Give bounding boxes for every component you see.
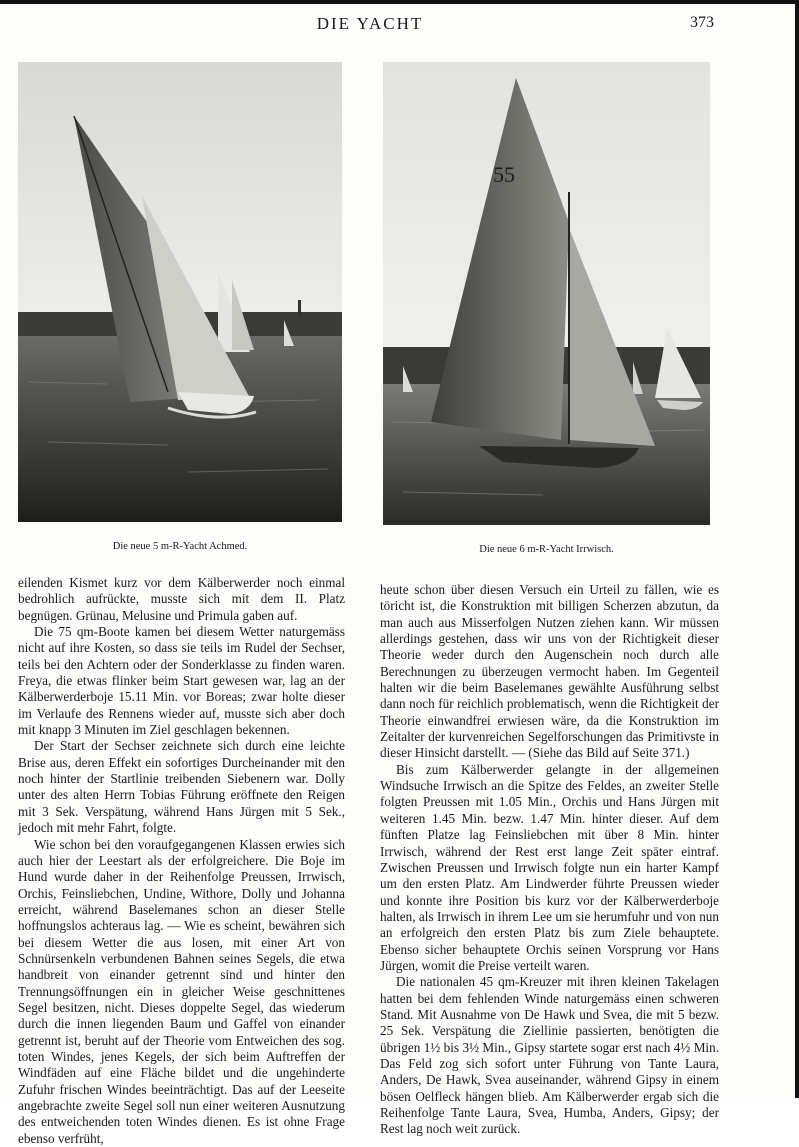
right-paragraph-3: Die nationalen 45 qm-Kreuzer mit ihren kleinen Takelagen hatten bei dem fehlenden Winde naturgemäss einen schweren Stand. Mit Ausnahme von De Hawk und Svea, die mit 5 bezw. 25 Sek. Verspätung die Ziellinie passierten, benötigten die übrigen 1½ bis 3½ Min., Gipsy startete sogar erst nach 4½ Min. Das Feld zog sich sofort unter Führung von Tante Laura, Anders, De Hawk, Svea auseinander, während Gipsy in einem bösen Oelfleck hängen blieb. Am Kälberwerder ergab sich die Reihenfolge Tante Laura, Svea, Humba, Anders, Gipsy; der Rest lag noch weit zurück. <box>380 974 719 1137</box>
photo-irrwisch <box>383 62 710 525</box>
right-text-column <box>380 582 719 1138</box>
left-paragraph-1: eilenden Kismet kurz vor dem Kälberwerder noch einmal bedrohlich aufrückte, musste sich mit dem II. Platz begnügen. Grünau, Melusine und Primula gaben auf. <box>18 575 345 624</box>
sail-number: 55 <box>493 162 515 187</box>
page-number: 373 <box>690 14 714 32</box>
left-paragraph-4: Wie schon bei den voraufgegangenen Klassen erwies sich auch hier der Leestart als der erfolgreichere. Die Boje im Hund wurde daher in der Reihenfolge Preussen, Irrwisch, Orchis, Feinsliebchen, Undine, Withore, Dolly und Johanna erreicht, während Baselemanes schon an dieser Stelle hoffnungslos achteraus lag. — Wie es scheint, bewähren sich bei diesem Wetter die aus losen, mit einer Art von Schnürsenkeln verbundenen Bahnen seines Segels, die etwa handbreit von einander getrennt sind und hinter den Trennungsöffnungen ein in gleicher Weise geschnittenes Segel besitzen, nicht. Dieses doppelte Segel, das wiederum durch die innen liegenden Baum und Gaffel von einander getrennt ist, beruht auf der Theorie vom Entweichen des sog. toten Windes, jenes Kegels, der sich beim Auftreffen der Windfäden auf eine Fläche bildet und die ungehinderte Zufuhr frischen Windes beeinträchtigt. Das auf der Leeseite angebrachte zweite Segel soll nun einer weiteren Ausnutzung des entweichenden toten Windes dienen. Es ist ohne Frage ebenso verfrüht, <box>18 837 345 1147</box>
right-paragraph-2: Bis zum Kälberwerder gelangte in der allgemeinen Windsuche Irrwisch an die Spitze des Feldes, an zweiter Stelle folgten Preussen mit 1.05 Min., Orchis und Hans Jürgen mit weiteren 1.45 Min. bezw. 1.47 Min. hinter dieser. Auf dem fünften Platze lag Feinsliebchen mit über 8 Min. hinter Irrwisch, während der Rest erst lange Zeit später eintraf. Zwischen Preussen und Irrwisch folgte nun ein harter Kampf um den ersten Platz. Am Lindwerder führte Preussen wieder und konnte ihre Position bis kurz vor der Kälberwerderboje halten, als Irrwisch in ihrem Lee um sie herumfuhr und von nun an erfolgreich den ersten Platz bis zum Ziele behauptete. Ebenso sicher behauptete Orchis seinen Vorsprung vor Hans Jürgen, womit die Preise verteilt waren. <box>380 762 719 974</box>
scan-edge-top <box>0 0 799 4</box>
caption-figure-2: Die neue 6 m-R-Yacht Irrwisch. <box>383 544 710 555</box>
left-paragraph-2: Die 75 qm-Boote kamen bei diesem Wetter naturgemäss nicht auf ihre Kosten, so dass sie teils im Rudel der Sechser, teils bei den Achtern oder der Sonderklasse zu finden waren. Freya, die etwas flinker beim Start gewesen war, lag an der Kälberwerderboje 15.11 Min. vor Boreas; zwar holte dieser im Verlaufe des Rennens wieder auf, musste sich aber doch mit knapp 3 Minuten im Ziel geschlagen bekennen. <box>18 624 345 738</box>
caption-figure-1: Die neue 5 m-R-Yacht Achmed. <box>18 541 342 552</box>
right-paragraph-1: heute schon über diesen Versuch ein Urteil zu fällen, wie es töricht ist, die Konstruktion mit billigen Scherzen abzutun, da man auch aus Misserfolgen Nutzen ziehen kann. Wir müssen allerdings gestehen, dass wir uns von der Richtigkeit dieser Theorie weder durch den Augenschein noch durch alle Berechnungen zu überzeugen vermocht haben. Im Gegenteil halten wir die beim Baselemanes gewählte Ausführung selbst dann noch für reichlich problematisch, wenn die Richtigkeit der Theorie einwandfrei erwiesen wäre, da die Konstruktion im Zeitalter der kurvenreichen Segelforschungen das Primitivste in dieser Hinsicht darstellt. — (Siehe das Bild auf Seite 371.) <box>380 582 719 762</box>
running-header-title: DIE YACHT <box>0 14 740 34</box>
left-text-column <box>18 575 345 1147</box>
left-paragraph-3: Der Start der Sechser zeichnete sich durch eine leichte Brise aus, deren Effekt ein sofortiges Durcheinander mit den noch hinter der Startlinie treibenden Siebenern war. Dolly unter des alten Herrn Tobias Führung eröffnete den Reigen mit 3 Sek. Verspätung, während Hans Jürgen mit 5 Sek., jedoch mit mehr Fahrt, folgte. <box>18 738 345 836</box>
photo-achmed <box>18 62 342 522</box>
scan-edge-right <box>795 0 799 1098</box>
